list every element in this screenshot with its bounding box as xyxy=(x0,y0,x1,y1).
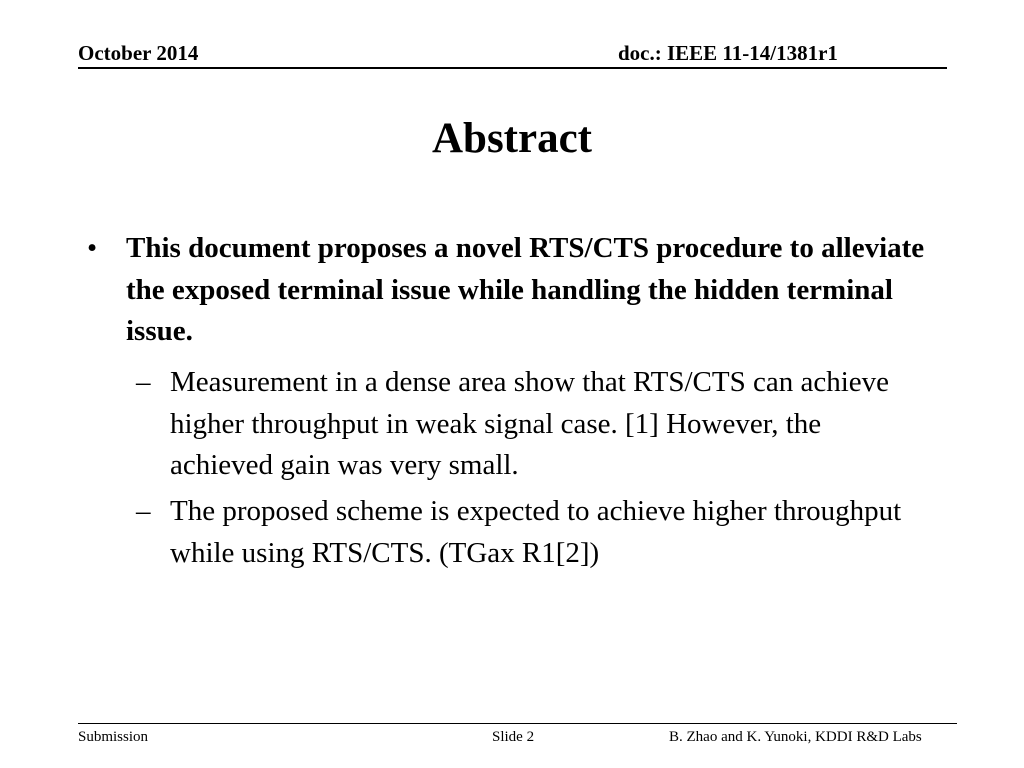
header-doc-id: doc.: IEEE 11-14/1381r1 xyxy=(618,41,838,65)
main-bullet-text: This document proposes a novel RTS/CTS procedure to alleviate the exposed terminal issue while handling the hidden terminal issue. xyxy=(126,232,925,347)
bullet-icon: • xyxy=(87,232,98,264)
sub-bullet-text-2: The proposed scheme is expected to achieve higher throughput while using RTS/CTS. (TGax R1[2]) xyxy=(170,495,902,569)
sub-bullet-text-1: Measurement in a dense area show that RTS/CTS can achieve higher throughput in weak signal case. [1] However, the achieved gain was very small. xyxy=(170,366,889,481)
footer-divider xyxy=(78,723,957,724)
footer-submission: Submission xyxy=(78,729,149,745)
sub-bullet-dash-icon: – xyxy=(136,495,151,527)
footer-authors: B. Zhao and K. Yunoki, KDDI R&D Labs xyxy=(669,729,922,745)
slide-title: Abstract xyxy=(431,115,592,162)
sub-bullet-dash-icon: – xyxy=(136,366,151,398)
header-date: October 2014 xyxy=(78,41,199,65)
footer-slide-number: Slide 2 xyxy=(492,729,535,745)
